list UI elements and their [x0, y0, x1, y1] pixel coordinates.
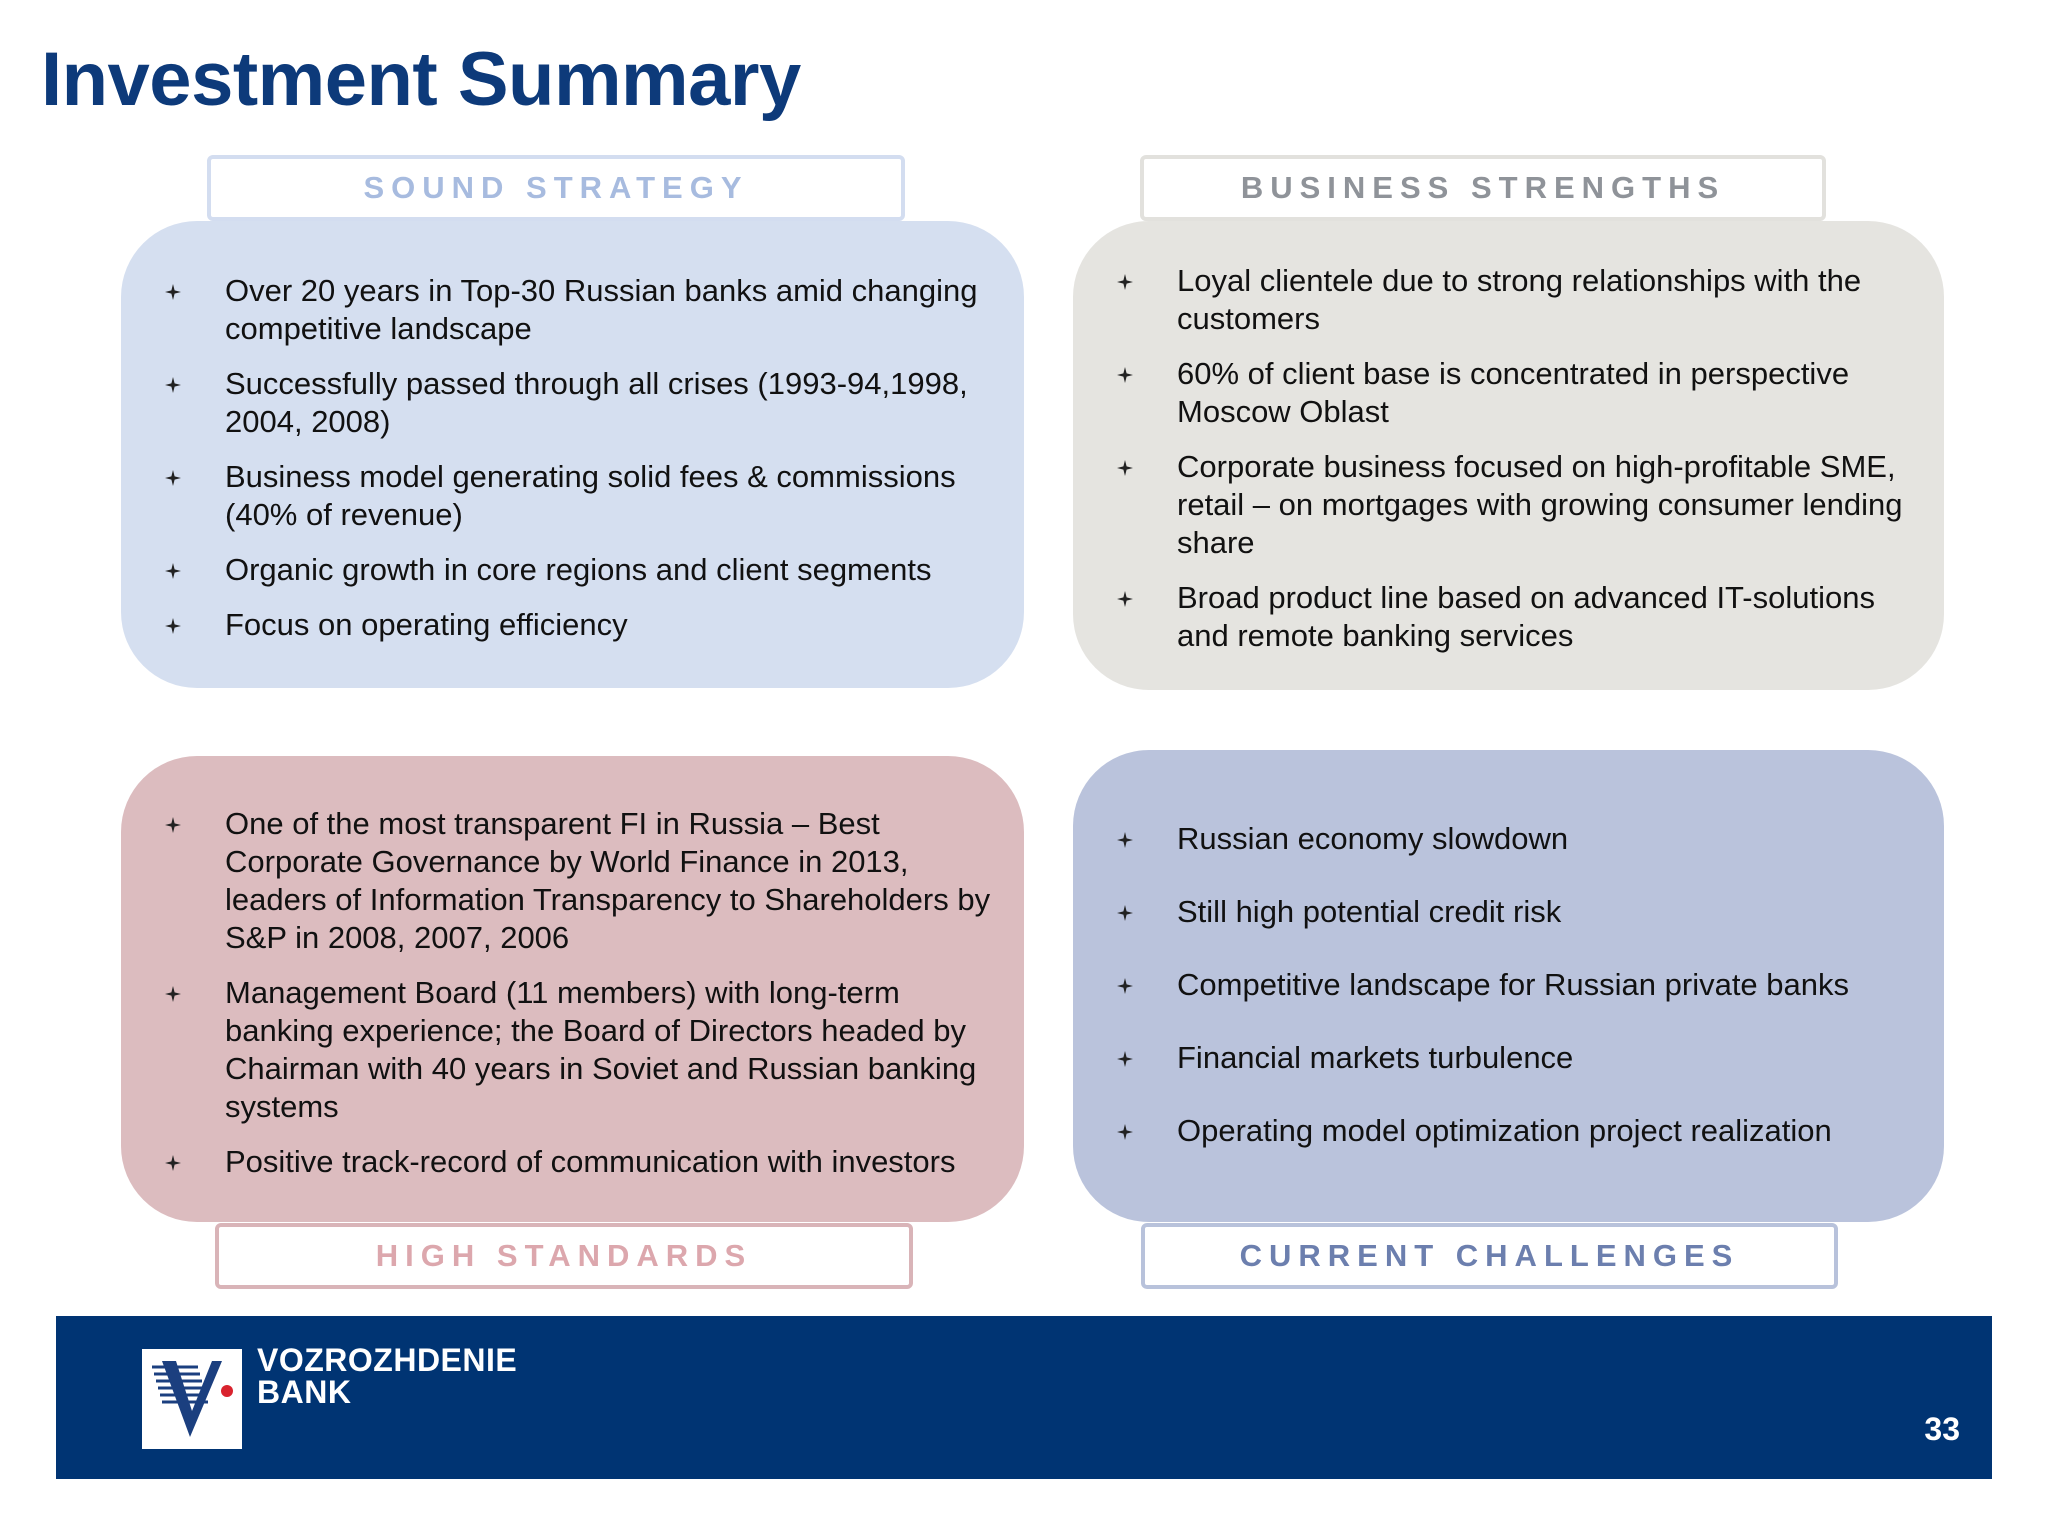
page-title: Investment Summary — [41, 37, 801, 122]
bullet-item — [1073, 893, 1933, 931]
logo-line-2: BANK — [257, 1374, 352, 1410]
bullet-item — [1073, 1112, 1933, 1150]
bullet-item — [1073, 448, 1933, 562]
bullet-item — [121, 272, 1001, 348]
bullet-star-icon — [165, 563, 181, 579]
sound-strategy-list — [121, 272, 1001, 661]
bullet-star-icon — [165, 284, 181, 300]
current-challenges-label: CURRENT CHALLENGES — [1141, 1223, 1838, 1289]
business-strengths-label: BUSINESS STRENGTHS — [1140, 155, 1826, 221]
bullet-item — [121, 974, 1001, 1126]
bullet-item — [1073, 966, 1933, 1004]
logo-line-1: VOZROZHDENIE — [257, 1342, 518, 1378]
page-number: 33 — [1924, 1411, 1960, 1447]
bullet-star-icon — [1117, 905, 1133, 921]
current-challenges-list — [1073, 820, 1933, 1185]
bullet-text: Focus on operating efficiency — [225, 607, 628, 642]
current-challenges-panel — [1073, 750, 1944, 1222]
footer-bar — [56, 1316, 1992, 1479]
bullet-text: Corporate business focused on high-profitable SME, retail – on mortgages with growing consumer lending share — [1177, 449, 1903, 560]
bullet-item — [1073, 1039, 1933, 1077]
bullet-item — [1073, 820, 1933, 858]
bullet-star-icon — [165, 986, 181, 1002]
bullet-star-icon — [1117, 274, 1133, 290]
high-standards-panel — [121, 756, 1024, 1222]
bullet-item — [121, 805, 1001, 957]
bullet-text: Financial markets turbulence — [1177, 1040, 1574, 1075]
bullet-text: Management Board (11 members) with long-term banking experience; the Board of Directors headed by Chairman with 40 years in Soviet and Russian banking systems — [225, 975, 977, 1124]
bullet-star-icon — [165, 377, 181, 393]
bullet-star-icon — [1117, 1051, 1133, 1067]
bullet-star-icon — [1117, 978, 1133, 994]
high-standards-list — [121, 805, 1001, 1198]
bullet-item — [121, 1143, 1001, 1181]
bullet-item — [1073, 579, 1933, 655]
bullet-text: Successfully passed through all crises (1993-94,1998, 2004, 2008) — [225, 366, 968, 439]
bullet-text: Still high potential credit risk — [1177, 894, 1562, 929]
bullet-star-icon — [1117, 832, 1133, 848]
bullet-item — [1073, 262, 1933, 338]
bullet-star-icon — [1117, 1124, 1133, 1140]
business-strengths-list — [1073, 262, 1933, 672]
bullet-star-icon — [1117, 591, 1133, 607]
vozrozhdenie-bank-logo-icon — [142, 1349, 242, 1449]
bullet-star-icon — [1117, 367, 1133, 383]
bullet-star-icon — [165, 618, 181, 634]
business-strengths-panel — [1073, 221, 1944, 690]
logo-text — [257, 1344, 517, 1408]
bullet-item — [121, 365, 1001, 441]
bullet-star-icon — [165, 470, 181, 486]
bullet-text: Russian economy slowdown — [1177, 821, 1569, 856]
bullet-star-icon — [1117, 460, 1133, 476]
bullet-item — [121, 606, 1001, 644]
bullet-text: Broad product line based on advanced IT-solutions and remote banking services — [1177, 580, 1875, 653]
high-standards-label: HIGH STANDARDS — [215, 1223, 913, 1289]
bullet-text: Over 20 years in Top-30 Russian banks amid changing competitive landscape — [225, 273, 978, 346]
bullet-text: Business model generating solid fees & commissions (40% of revenue) — [225, 459, 956, 532]
bullet-text: Operating model optimization project realization — [1177, 1113, 1832, 1148]
sound-strategy-panel — [121, 221, 1024, 688]
bullet-star-icon — [165, 817, 181, 833]
bullet-item — [121, 551, 1001, 589]
bullet-text: Organic growth in core regions and client segments — [225, 552, 932, 587]
sound-strategy-label: SOUND STRATEGY — [207, 155, 905, 221]
bullet-text: Positive track-record of communication with investors — [225, 1144, 956, 1179]
bullet-text: Loyal clientele due to strong relationships with the customers — [1177, 263, 1862, 336]
bullet-item — [121, 458, 1001, 534]
bullet-text: Competitive landscape for Russian private banks — [1177, 967, 1850, 1002]
bullet-text: 60% of client base is concentrated in perspective Moscow Oblast — [1177, 356, 1850, 429]
bullet-item — [1073, 355, 1933, 431]
bullet-star-icon — [165, 1155, 181, 1171]
bullet-text: One of the most transparent FI in Russia – Best Corporate Governance by World Finance in 2013, leaders of Information Transparency to Shareholders by S&P in 2008, 2007, 2006 — [225, 806, 991, 955]
